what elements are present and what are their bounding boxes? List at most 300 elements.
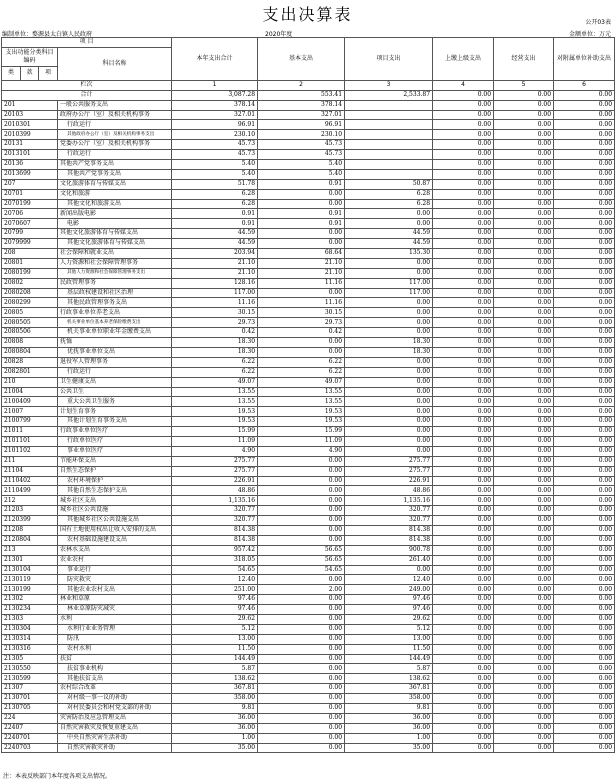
- row-basic: 54.65: [258, 565, 345, 575]
- row-subject-name: 政府办公厅（室）及相关机构事务: [58, 110, 172, 120]
- row-subsidy: 0.00: [554, 595, 615, 605]
- row-project: 0.00: [345, 219, 433, 229]
- row-basic: 30.15: [258, 308, 345, 318]
- row-business: 0.00: [494, 229, 554, 239]
- row-basic: 45.73: [258, 140, 345, 150]
- row-subsidy: 0.00: [554, 496, 615, 506]
- row-total: 18.30: [172, 347, 258, 357]
- row-total: 144.49: [172, 654, 258, 664]
- row-subject-name: 扶贫: [58, 654, 172, 664]
- row-subsidy: 0.00: [554, 694, 615, 704]
- row-business: 0.00: [494, 377, 554, 387]
- table-row: [2, 565, 615, 575]
- row-subsidy: 0.00: [554, 100, 615, 110]
- table-row: [2, 436, 615, 446]
- row-subject-name: 一般公共服务支出: [58, 100, 172, 110]
- row-total: 9.81: [172, 704, 258, 714]
- row-total: 48.86: [172, 486, 258, 496]
- row-code: 2013101: [2, 150, 58, 160]
- table-row: [2, 120, 615, 130]
- row-subsidy: 0.00: [554, 278, 615, 288]
- row-total: 29.62: [172, 614, 258, 624]
- row-subsidy: 0.00: [554, 436, 615, 446]
- row-upper: 0.00: [433, 239, 494, 249]
- row-subject-name: 抚恤: [58, 338, 172, 348]
- row-upper: 0.00: [433, 100, 494, 110]
- table-row: [2, 130, 615, 140]
- row-subject-name: 农业农村: [58, 555, 172, 565]
- row-upper: 0.00: [433, 249, 494, 259]
- row-upper: 0.00: [433, 377, 494, 387]
- row-project: 138.62: [345, 674, 433, 684]
- row-project: 11.50: [345, 644, 433, 654]
- row-basic: 0.00: [258, 239, 345, 249]
- row-subsidy: 0.00: [554, 704, 615, 714]
- row-upper: 0.00: [433, 614, 494, 624]
- col-index-5: 5: [494, 80, 554, 90]
- row-subject-name: 文化旅游体育与传媒支出: [58, 179, 172, 189]
- table-row: [2, 486, 615, 496]
- row-subsidy: 0.00: [554, 397, 615, 407]
- col-index-6: 6: [554, 80, 615, 90]
- row-basic: 0.00: [258, 486, 345, 496]
- row-code: 2130550: [2, 664, 58, 674]
- row-subject-name: 水利: [58, 614, 172, 624]
- row-total: 12.40: [172, 575, 258, 585]
- row-basic: 0.00: [258, 664, 345, 674]
- table-row: [2, 249, 615, 259]
- row-subsidy: 0.00: [554, 328, 615, 338]
- row-project: 1,135.16: [345, 496, 433, 506]
- row-business: 0.00: [494, 328, 554, 338]
- row-upper: 0.00: [433, 209, 494, 219]
- row-business: 0.00: [494, 160, 554, 170]
- col-business-header: 经营支出: [494, 38, 554, 81]
- row-upper: 0.00: [433, 407, 494, 417]
- row-code: 21301: [2, 555, 58, 565]
- row-project: 275.77: [345, 466, 433, 476]
- row-code: 2130701: [2, 694, 58, 704]
- row-business: 0.00: [494, 387, 554, 397]
- row-subject-name: 城乡社区支出: [58, 496, 172, 506]
- row-upper: 0.00: [433, 684, 494, 694]
- row-project: 18.30: [345, 347, 433, 357]
- row-code: 201: [2, 100, 58, 110]
- row-basic: 0.91: [258, 209, 345, 219]
- table-row: [2, 387, 615, 397]
- row-code: 2100409: [2, 397, 58, 407]
- row-total: 5.40: [172, 160, 258, 170]
- row-total: 18.30: [172, 338, 258, 348]
- table-row: [2, 427, 615, 437]
- row-subsidy: 0.00: [554, 130, 615, 140]
- row-code: 211: [2, 456, 58, 466]
- table-row: [2, 446, 615, 456]
- row-subject-name: 事业单位医疗: [58, 446, 172, 456]
- row-upper: 0.00: [433, 199, 494, 209]
- row-subject-name: 党委办公厅（室）及相关机构事务: [58, 140, 172, 150]
- row-business: 0.00: [494, 338, 554, 348]
- table-row: [2, 733, 615, 743]
- row-business: 0.00: [494, 357, 554, 367]
- row-code: 21104: [2, 466, 58, 476]
- row-subsidy: 0.00: [554, 486, 615, 496]
- row-basic: 11.16: [258, 278, 345, 288]
- row-basic: 0.91: [258, 219, 345, 229]
- row-subject-name: 民政管理事务: [58, 278, 172, 288]
- row-subsidy: 0.00: [554, 189, 615, 199]
- row-project: 320.77: [345, 516, 433, 526]
- row-business: 0.00: [494, 407, 554, 417]
- row-code: 2101101: [2, 436, 58, 446]
- row-business: 0.00: [494, 456, 554, 466]
- row-code: 20103: [2, 110, 58, 120]
- row-subsidy: 0.00: [554, 110, 615, 120]
- reporting-unit: 编制单位：婺源县太白镇人民政府: [2, 31, 93, 38]
- col-index-3: 3: [345, 80, 433, 90]
- row-subsidy: 0.00: [554, 268, 615, 278]
- kind-header: 类: [2, 66, 21, 80]
- row-total: 6.28: [172, 199, 258, 209]
- row-business: 0.00: [494, 258, 554, 268]
- row-upper: 0.00: [433, 634, 494, 644]
- row-upper: 0.00: [433, 733, 494, 743]
- row-project: 0.00: [345, 407, 433, 417]
- row-project: 50.87: [345, 179, 433, 189]
- table-row: [2, 624, 615, 634]
- row-code: 2130599: [2, 674, 58, 684]
- row-upper: 0.00: [433, 525, 494, 535]
- row-project: 35.00: [345, 743, 433, 753]
- row-business: 0.00: [494, 169, 554, 179]
- row-business: 0.00: [494, 516, 554, 526]
- row-total: 957.42: [172, 545, 258, 555]
- table-row: [2, 595, 615, 605]
- row-subject-name: 事业运行: [58, 565, 172, 575]
- row-project: 144.49: [345, 654, 433, 664]
- row-code: 2010399: [2, 130, 58, 140]
- row-total: 4.90: [172, 446, 258, 456]
- totals-subsidy: 0.00: [554, 90, 615, 100]
- row-code: 21004: [2, 387, 58, 397]
- row-subsidy: 0.00: [554, 674, 615, 684]
- row-business: 0.00: [494, 575, 554, 585]
- row-project: 5.12: [345, 624, 433, 634]
- row-upper: 0.00: [433, 417, 494, 427]
- row-business: 0.00: [494, 120, 554, 130]
- row-basic: 0.00: [258, 347, 345, 357]
- row-business: 0.00: [494, 644, 554, 654]
- row-subsidy: 0.00: [554, 179, 615, 189]
- row-subject-name: 基层政权建设和社区治理: [58, 288, 172, 298]
- row-upper: 0.00: [433, 110, 494, 120]
- row-subsidy: 0.00: [554, 258, 615, 268]
- row-subject-name: 其他扶贫支出: [58, 674, 172, 684]
- row-code: 21208: [2, 525, 58, 535]
- col-index-1: 1: [172, 80, 258, 90]
- row-subsidy: 0.00: [554, 140, 615, 150]
- row-project: 0.00: [345, 318, 433, 328]
- row-basic: 378.14: [258, 100, 345, 110]
- row-code: 21303: [2, 614, 58, 624]
- table-row: [2, 476, 615, 486]
- row-subsidy: 0.00: [554, 654, 615, 664]
- row-project: 36.00: [345, 723, 433, 733]
- row-subject-name: 新闻出版电影: [58, 209, 172, 219]
- row-code: 212: [2, 496, 58, 506]
- row-code: 2080208: [2, 288, 58, 298]
- row-project: 0.00: [345, 357, 433, 367]
- row-business: 0.00: [494, 417, 554, 427]
- row-business: 0.00: [494, 298, 554, 308]
- row-upper: 0.00: [433, 713, 494, 723]
- table-row: [2, 160, 615, 170]
- row-business: 0.00: [494, 496, 554, 506]
- table-row: [2, 209, 615, 219]
- col-project-header: 项目支出: [345, 38, 433, 81]
- row-project: 0.00: [345, 446, 433, 456]
- row-total: 21.10: [172, 258, 258, 268]
- row-code: 2070199: [2, 199, 58, 209]
- row-subject-name: 其他共产党事务支出: [58, 169, 172, 179]
- row-subsidy: 0.00: [554, 743, 615, 753]
- row-total: 0.91: [172, 209, 258, 219]
- row-upper: 0.00: [433, 664, 494, 674]
- row-total: 44.59: [172, 239, 258, 249]
- row-upper: 0.00: [433, 605, 494, 615]
- page-title: 支出决算表: [262, 5, 353, 24]
- row-upper: 0.00: [433, 595, 494, 605]
- table-row: [2, 644, 615, 654]
- table-row: [2, 357, 615, 367]
- row-project: [345, 130, 433, 140]
- table-row: [2, 367, 615, 377]
- row-total: 11.16: [172, 298, 258, 308]
- row-business: 0.00: [494, 585, 554, 595]
- row-code: 2079999: [2, 239, 58, 249]
- row-business: 0.00: [494, 684, 554, 694]
- row-upper: 0.00: [433, 486, 494, 496]
- row-business: 0.00: [494, 268, 554, 278]
- row-subsidy: 0.00: [554, 357, 615, 367]
- row-total: 49.07: [172, 377, 258, 387]
- row-upper: 0.00: [433, 456, 494, 466]
- table-row: [2, 704, 615, 714]
- func-code-header: 支出功能分类科目编码: [2, 47, 58, 66]
- row-basic: 21.10: [258, 258, 345, 268]
- row-total: 378.14: [172, 100, 258, 110]
- row-upper: 0.00: [433, 288, 494, 298]
- row-business: 0.00: [494, 723, 554, 733]
- row-business: 0.00: [494, 130, 554, 140]
- row-project: 5.87: [345, 664, 433, 674]
- table-code: 公开03表: [585, 19, 611, 26]
- row-subject-name: 公共卫生: [58, 387, 172, 397]
- row-subsidy: 0.00: [554, 723, 615, 733]
- row-upper: 0.00: [433, 516, 494, 526]
- row-business: 0.00: [494, 278, 554, 288]
- row-upper: 0.00: [433, 545, 494, 555]
- table-row: [2, 654, 615, 664]
- col-index-4: 4: [433, 80, 494, 90]
- row-upper: 0.00: [433, 268, 494, 278]
- row-upper: 0.00: [433, 694, 494, 704]
- row-project: 320.77: [345, 506, 433, 516]
- row-subject-name: 电影: [58, 219, 172, 229]
- row-basic: 0.00: [258, 506, 345, 516]
- row-code: 22407: [2, 723, 58, 733]
- row-project: [345, 120, 433, 130]
- row-basic: 56.65: [258, 555, 345, 565]
- row-subsidy: 0.00: [554, 407, 615, 417]
- row-subject-name: 行政运行: [58, 150, 172, 160]
- row-code: 2080199: [2, 268, 58, 278]
- table-row: [2, 684, 615, 694]
- row-total: 6.22: [172, 367, 258, 377]
- row-code: 20136: [2, 160, 58, 170]
- row-project: 0.00: [345, 397, 433, 407]
- row-total: 138.62: [172, 674, 258, 684]
- col-index-2: 2: [258, 80, 345, 90]
- row-subsidy: 0.00: [554, 684, 615, 694]
- row-subject-name: 其他民政管理事务支出: [58, 298, 172, 308]
- table-row: [2, 575, 615, 585]
- row-basic: 0.00: [258, 575, 345, 585]
- row-upper: 0.00: [433, 150, 494, 160]
- row-total: 30.15: [172, 308, 258, 318]
- row-total: 35.00: [172, 743, 258, 753]
- row-subject-name: 行政事业单位医疗: [58, 427, 172, 437]
- row-total: 320.77: [172, 516, 258, 526]
- table-row: [2, 743, 615, 753]
- row-basic: 15.99: [258, 427, 345, 437]
- row-total: 29.73: [172, 318, 258, 328]
- row-basic: 0.00: [258, 704, 345, 714]
- row-project: 0.00: [345, 367, 433, 377]
- row-project: [345, 110, 433, 120]
- row-business: 0.00: [494, 535, 554, 545]
- table-row: [2, 506, 615, 516]
- row-business: 0.00: [494, 605, 554, 615]
- totals-project: 2,533.87: [345, 90, 433, 100]
- row-subject-name: 水利行业业务管理: [58, 624, 172, 634]
- row-business: 0.00: [494, 743, 554, 753]
- row-business: 0.00: [494, 733, 554, 743]
- row-code: 20131: [2, 140, 58, 150]
- row-code: 2080804: [2, 347, 58, 357]
- row-business: 0.00: [494, 704, 554, 714]
- row-upper: 0.00: [433, 427, 494, 437]
- row-code: 2010301: [2, 120, 58, 130]
- row-upper: 0.00: [433, 565, 494, 575]
- row-code: 2082801: [2, 367, 58, 377]
- row-project: [345, 150, 433, 160]
- row-business: 0.00: [494, 347, 554, 357]
- row-code: 2130314: [2, 634, 58, 644]
- row-basic: 0.00: [258, 634, 345, 644]
- row-total: 1.00: [172, 733, 258, 743]
- item-header: 项 目: [2, 38, 172, 48]
- row-basic: 45.73: [258, 150, 345, 160]
- row-code: 2240701: [2, 733, 58, 743]
- row-business: 0.00: [494, 674, 554, 684]
- row-subject-name: 机关事业单位职业年金缴费支出: [58, 328, 172, 338]
- report-year: 2020年度: [265, 31, 293, 38]
- row-upper: 0.00: [433, 506, 494, 516]
- row-subject-name: 林业和草原: [58, 595, 172, 605]
- row-subject-name: 自然生态保护: [58, 466, 172, 476]
- row-project: 900.78: [345, 545, 433, 555]
- row-subsidy: 0.00: [554, 506, 615, 516]
- row-basic: 0.00: [258, 723, 345, 733]
- row-subsidy: 0.00: [554, 624, 615, 634]
- row-subsidy: 0.00: [554, 377, 615, 387]
- col-basic-header: 基本支出: [258, 38, 345, 81]
- table-row: [2, 338, 615, 348]
- row-upper: 0.00: [433, 436, 494, 446]
- table-row: [2, 456, 615, 466]
- row-project: 0.00: [345, 565, 433, 575]
- table-row: [2, 466, 615, 476]
- row-upper: 0.00: [433, 496, 494, 506]
- table-row: [2, 516, 615, 526]
- row-code: 20808: [2, 338, 58, 348]
- row-basic: 11.16: [258, 298, 345, 308]
- row-total: 6.22: [172, 357, 258, 367]
- row-total: 36.00: [172, 713, 258, 723]
- row-subsidy: 0.00: [554, 367, 615, 377]
- row-code: 20706: [2, 209, 58, 219]
- row-upper: 0.00: [433, 585, 494, 595]
- row-code: 2130705: [2, 704, 58, 714]
- row-project: 367.81: [345, 684, 433, 694]
- row-subsidy: 0.00: [554, 298, 615, 308]
- row-business: 0.00: [494, 367, 554, 377]
- row-basic: 11.09: [258, 436, 345, 446]
- row-subsidy: 0.00: [554, 229, 615, 239]
- row-subject-name: 计划生育事务: [58, 407, 172, 417]
- row-project: 36.00: [345, 713, 433, 723]
- row-subsidy: 0.00: [554, 239, 615, 249]
- row-code: 21307: [2, 684, 58, 694]
- row-upper: 0.00: [433, 674, 494, 684]
- row-basic: 0.00: [258, 516, 345, 526]
- totals-total: 3,087.28: [172, 90, 258, 100]
- row-project: 48.86: [345, 486, 433, 496]
- row-business: 0.00: [494, 694, 554, 704]
- row-index-label: 栏次: [2, 80, 172, 90]
- row-subsidy: 0.00: [554, 644, 615, 654]
- row-upper: 0.00: [433, 338, 494, 348]
- row-project: [345, 140, 433, 150]
- table-row: [2, 318, 615, 328]
- row-subject-name: 其他共产党事务支出: [58, 160, 172, 170]
- row-code: 2130104: [2, 565, 58, 575]
- table-row: [2, 199, 615, 209]
- row-subsidy: 0.00: [554, 199, 615, 209]
- row-upper: 0.00: [433, 704, 494, 714]
- row-project: 97.46: [345, 605, 433, 615]
- row-business: 0.00: [494, 436, 554, 446]
- row-subject-name: 其他人力资源和社会保障管理事务支出: [58, 268, 172, 278]
- row-project: 0.00: [345, 417, 433, 427]
- table-row: [2, 229, 615, 239]
- row-business: 0.00: [494, 150, 554, 160]
- footnote: 注：本表反映部门本年度各项支出情况。: [3, 773, 112, 780]
- row-project: 13.00: [345, 634, 433, 644]
- row-subsidy: 0.00: [554, 585, 615, 595]
- row-business: 0.00: [494, 219, 554, 229]
